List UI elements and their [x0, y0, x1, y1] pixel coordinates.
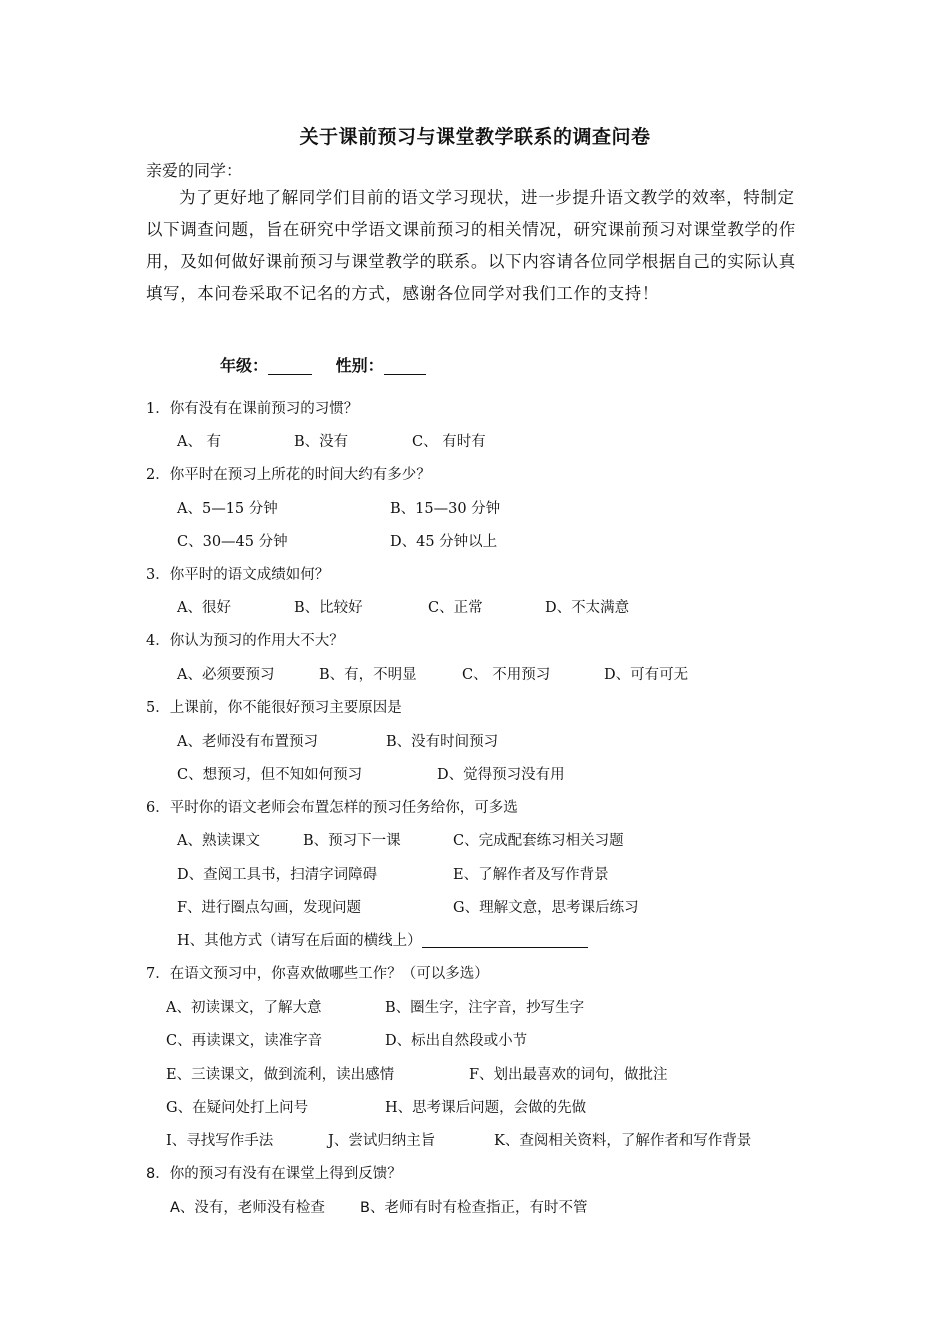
q2-option-a[interactable]: A、5—15 分钟: [177, 501, 278, 517]
greeting: 亲爱的同学：: [146, 161, 243, 180]
q8-option-b[interactable]: B、老师有时有检查指正，有时不管: [360, 1200, 588, 1216]
q6-option-f[interactable]: F、进行圈点勾画，发现问题: [177, 900, 362, 916]
q6-option-g[interactable]: G、理解文意，思考课后练习: [453, 900, 639, 916]
q7-option-d[interactable]: D、标出自然段或小节: [385, 1033, 528, 1049]
q3-option-a[interactable]: A、很好: [177, 600, 231, 616]
q2-option-d[interactable]: D、45 分钟以上: [390, 534, 498, 550]
q2-option-c[interactable]: C、30—45 分钟: [177, 534, 288, 550]
gender-blank[interactable]: [384, 358, 426, 375]
q4-option-c[interactable]: C、 不用预习: [462, 667, 551, 683]
q5-option-c[interactable]: C、想预习，但不知如何预习: [177, 767, 363, 783]
question-5: 5．上课前，你不能很好预习主要原因是: [146, 700, 402, 716]
q7-option-a[interactable]: A、初读课文，了解大意: [166, 1000, 322, 1016]
q6-option-a[interactable]: A、熟读课文: [177, 833, 260, 849]
grade-label: 年级：: [220, 356, 269, 375]
q6-option-h[interactable]: H、其他方式（请写在后面的横线上）: [177, 933, 422, 949]
respondent-info: [220, 353, 426, 376]
q4-option-d[interactable]: D、可有可无: [604, 667, 689, 683]
q6-option-c[interactable]: C、完成配套练习相关习题: [453, 833, 624, 849]
grade-blank[interactable]: [268, 358, 312, 375]
q7-option-c[interactable]: C、再读课文，读准字音: [166, 1033, 323, 1049]
q5-option-a[interactable]: A、老师没有布置预习: [177, 734, 318, 750]
q2-option-b[interactable]: B、15—30 分钟: [390, 501, 501, 517]
q6-other-blank[interactable]: [422, 933, 588, 948]
q7-option-f[interactable]: F、划出最喜欢的词句，做批注: [469, 1067, 668, 1083]
q3-option-d[interactable]: D、不太满意: [545, 600, 630, 616]
question-7: 7．在语文预习中，你喜欢做哪些工作？（可以多选）: [146, 966, 489, 982]
question-1: 1．你有没有在课前预习的习惯？: [146, 401, 359, 417]
gender-label: 性别：: [335, 356, 384, 375]
q1-option-a[interactable]: A、 有: [177, 434, 222, 450]
q7-option-g[interactable]: G、在疑问处打上问号: [166, 1100, 309, 1116]
q6-option-b[interactable]: B、预习下一课: [303, 833, 401, 849]
question-2: 2．你平时在预习上所花的时间大约有多少？: [146, 467, 431, 483]
page-title: 关于课前预习与课堂教学联系的调查问卷: [299, 126, 651, 148]
q7-option-i[interactable]: I、寻找写作手法: [166, 1133, 274, 1149]
q3-option-c[interactable]: C、正常: [428, 600, 483, 616]
q7-option-e[interactable]: E、三读课文，做到流利，读出感情: [166, 1067, 395, 1083]
q8-option-a[interactable]: A、没有，老师没有检查: [170, 1200, 325, 1216]
q1-option-b[interactable]: B、没有: [294, 434, 349, 450]
q4-option-b[interactable]: B、有，不明显: [319, 667, 417, 683]
question-8: 8．你的预习有没有在课堂上得到反馈？: [146, 1166, 402, 1182]
q6-option-e[interactable]: E、了解作者及写作背景: [453, 867, 609, 883]
intro-paragraph: 为了更好地了解同学们目前的语文学习现状，进一步提升语文教学的效率，特制定以下调查问题，旨在研究中学语文课前预习的相关情况，研究课前预习对课堂教学的作用，及如何做好课前预习与课堂教学的联系。以下内容请各位同学根据自己的实际认真填写，本问卷采取不记名的方式，感谢各位同学对我们工作的支持！: [146, 188, 796, 303]
question-4: 4．你认为预习的作用大不大？: [146, 633, 344, 649]
q7-option-b[interactable]: B、圈生字，注字音，抄写生字: [385, 1000, 585, 1016]
q6-option-d[interactable]: D、查阅工具书，扫清字词障碍: [177, 867, 378, 883]
q6-option-h-row: [177, 929, 588, 950]
q1-option-c[interactable]: C、 有时有: [412, 434, 486, 450]
q5-option-d[interactable]: D、觉得预习没有用: [437, 767, 565, 783]
question-3: 3．你平时的语文成绩如何？: [146, 567, 330, 583]
q3-option-b[interactable]: B、比较好: [294, 600, 363, 616]
q7-option-j[interactable]: J、尝试归纳主旨: [328, 1133, 436, 1149]
q7-option-h[interactable]: H、思考课后问题，会做的先做: [385, 1100, 587, 1116]
q4-option-a[interactable]: A、必须要预习: [177, 667, 275, 683]
question-6: 6．平时你的语文老师会布置怎样的预习任务给你，可多选: [146, 800, 518, 816]
q5-option-b[interactable]: B、没有时间预习: [386, 734, 499, 750]
q7-option-k[interactable]: K、查阅相关资料，了解作者和写作背景: [494, 1133, 752, 1149]
